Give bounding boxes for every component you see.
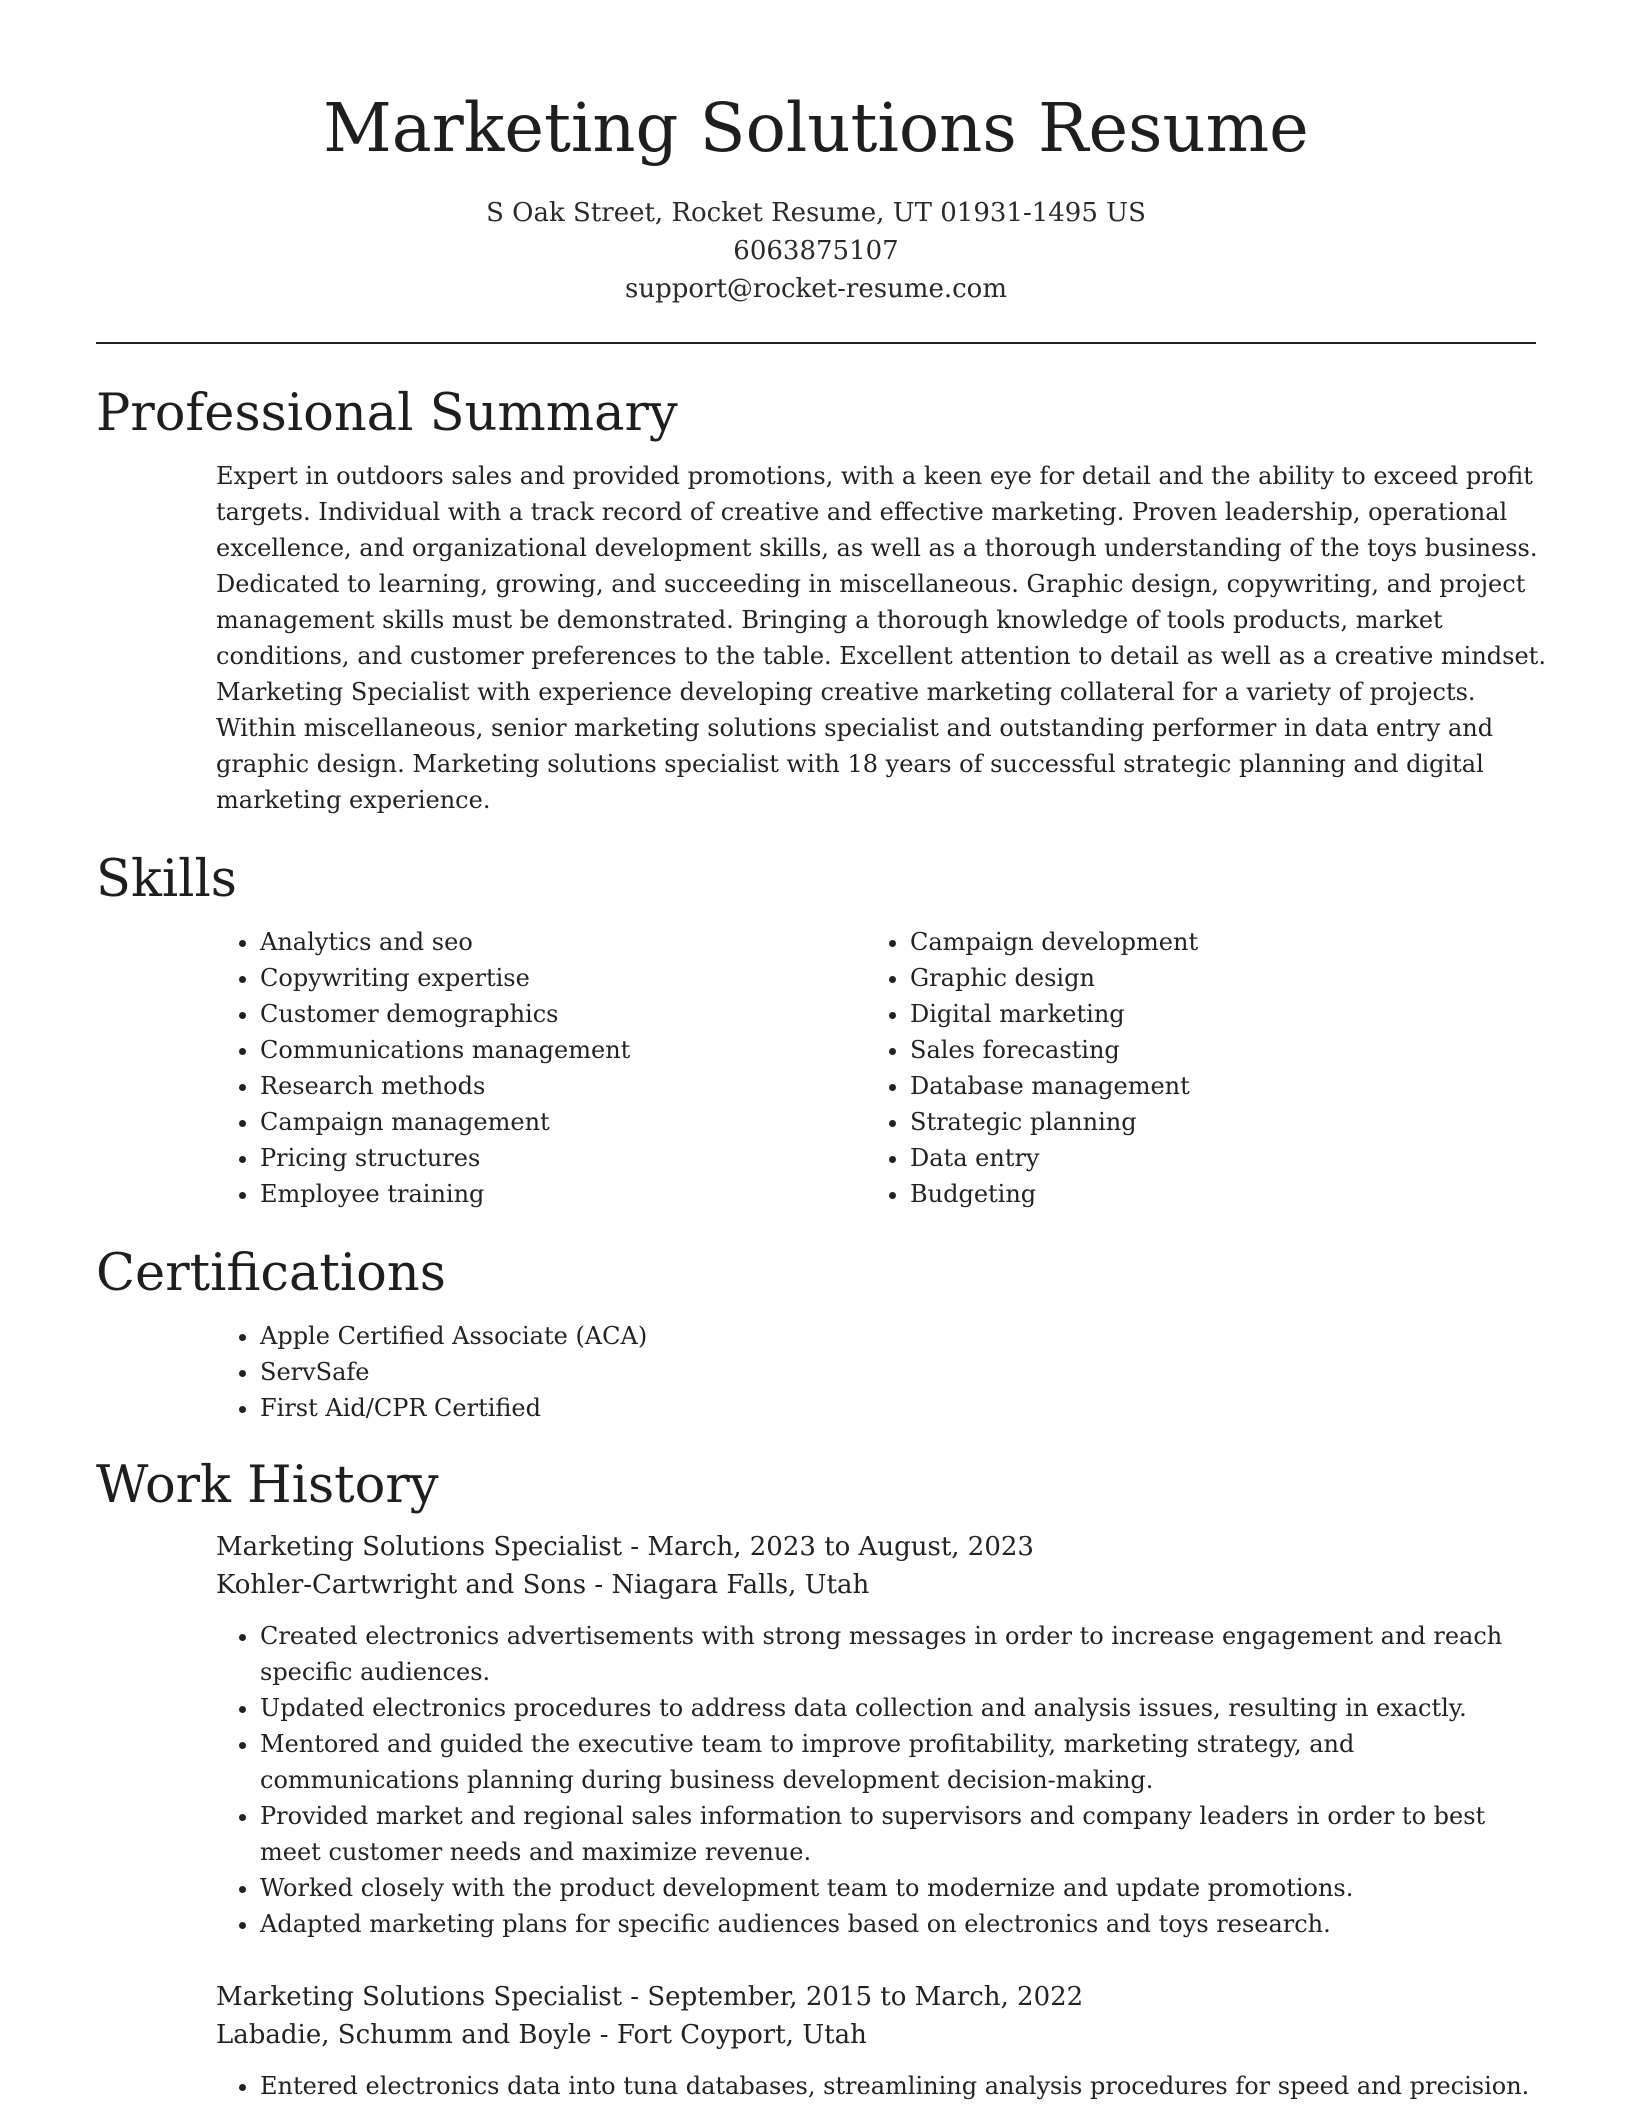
skill-item: • Pricing structures — [260, 1140, 866, 1176]
skills-list-left — [216, 924, 866, 1212]
job-title-line: Marketing Solutions Specialist - September, 2015 to March, 2022 — [216, 1982, 1084, 2012]
certifications-section — [96, 1244, 1536, 1426]
job-duty: • Provided market and regional sales information to supervisors and company leaders in order to best meet customer needs and maximize revenue. — [260, 1798, 1540, 1870]
skill-item: • Communications management — [260, 1032, 866, 1068]
header-divider — [96, 342, 1536, 344]
job-company-line: Labadie, Schumm and Boyle - Fort Coyport, Utah — [216, 2020, 867, 2050]
summary-text: Expert in outdoors sales and provided promotions, with a keen eye for detail and the ability to exceed profit targets. Individual with a track record of creative and effective marketing. Proven leadership, operational excellence, and organizational development skills, as well as a thorough understanding of the toys business. Dedicated to learning, growing, and succeeding in miscellaneous. Graphic design, copywriting, and project management skills must be demonstrated. Bringing a thorough knowledge of tools products, market conditions, and customer preferences to the table. Excellent attention to detail as well as a creative mindset. Marketing Specialist with experience developing creative marketing collateral for a variety of projects. Within miscellaneous, senior marketing solutions specialist and outstanding performer in data entry and graphic design. Marketing solutions specialist with 18 years of successful strategic planning and digital marketing experience. — [216, 462, 1546, 814]
skill-item: • Data entry — [910, 1140, 1516, 1176]
job-company: Kohler-Cartwright and Sons — [216, 1570, 587, 1600]
skills-heading: Skills — [96, 850, 237, 909]
summary-section — [96, 384, 1546, 818]
job-entry — [216, 1528, 1536, 1942]
job-company: Labadie, Schumm and Boyle — [216, 2020, 592, 2050]
skill-item: • Database management — [910, 1068, 1516, 1104]
resume-title: Marketing Solutions Resume — [323, 89, 1309, 167]
job-location: Niagara Falls, Utah — [611, 1570, 870, 1600]
work-history-section — [96, 1456, 1536, 2104]
job-entry — [216, 1978, 1536, 2104]
job-duty: • Created electronics advertisements with strong messages in order to increase engagement and reach specific audiences. — [260, 1618, 1540, 1690]
skill-item: • Employee training — [260, 1176, 866, 1212]
phone: 6063875107 — [733, 236, 899, 266]
summary-heading: Professional Summary — [96, 384, 678, 443]
certifications-heading: Certifications — [96, 1244, 446, 1303]
certification-item: • ServSafe — [260, 1354, 1536, 1390]
skill-item: • Strategic planning — [910, 1104, 1516, 1140]
skills-section — [96, 850, 1536, 1212]
email: support@rocket-resume.com — [624, 274, 1007, 304]
skill-item: • Campaign development — [910, 924, 1516, 960]
skill-item: • Research methods — [260, 1068, 866, 1104]
job-title-line: Marketing Solutions Specialist - March, 2023 to August, 2023 — [216, 1532, 1034, 1562]
job-duty: • Updated electronics procedures to address data collection and analysis issues, resulting in exactly. — [260, 1690, 1540, 1726]
skill-item: • Campaign management — [260, 1104, 866, 1140]
job-duty: • Mentored and guided the executive team to improve profitability, marketing strategy, and communications planning during business development decision-making. — [260, 1726, 1540, 1798]
job-duties — [216, 1618, 1536, 1942]
contact-block — [96, 194, 1536, 308]
job-location: Fort Coyport, Utah — [616, 2020, 867, 2050]
skill-item: • Analytics and seo — [260, 924, 866, 960]
job-title: Marketing Solutions Specialist — [216, 1532, 623, 1562]
skill-item: • Budgeting — [910, 1176, 1516, 1212]
skills-list-right — [866, 924, 1516, 1212]
certification-item: • First Aid/CPR Certified — [260, 1390, 1536, 1426]
skills-columns — [216, 924, 1536, 1212]
work-history-heading: Work History — [96, 1456, 439, 1515]
skill-item: • Graphic design — [910, 960, 1516, 996]
job-dates: March, 2023 to August, 2023 — [647, 1532, 1034, 1562]
skill-item: • Digital marketing — [910, 996, 1516, 1032]
job-dates: September, 2015 to March, 2022 — [647, 1982, 1084, 2012]
certification-item: • Apple Certified Associate (ACA) — [260, 1318, 1536, 1354]
job-duty: • Worked closely with the product development team to modernize and update promotions. — [260, 1870, 1540, 1906]
job-duty: • Adapted marketing plans for specific audiences based on electronics and toys research. — [260, 1906, 1540, 1942]
job-company-line: Kohler-Cartwright and Sons - Niagara Falls, Utah — [216, 1570, 870, 1600]
address: S Oak Street, Rocket Resume, UT 01931-1495 US — [486, 198, 1146, 228]
resume-page — [96, 0, 1546, 2100]
resume-header — [96, 0, 1536, 308]
job-duties — [216, 2068, 1536, 2104]
job-title: Marketing Solutions Specialist — [216, 1982, 623, 2012]
skill-item: • Customer demographics — [260, 996, 866, 1032]
job-duty: • Entered electronics data into tuna databases, streamlining analysis procedures for speed and precision. — [260, 2068, 1540, 2104]
skill-item: • Copywriting expertise — [260, 960, 866, 996]
skill-item: • Sales forecasting — [910, 1032, 1516, 1068]
certifications-list — [216, 1318, 1536, 1426]
